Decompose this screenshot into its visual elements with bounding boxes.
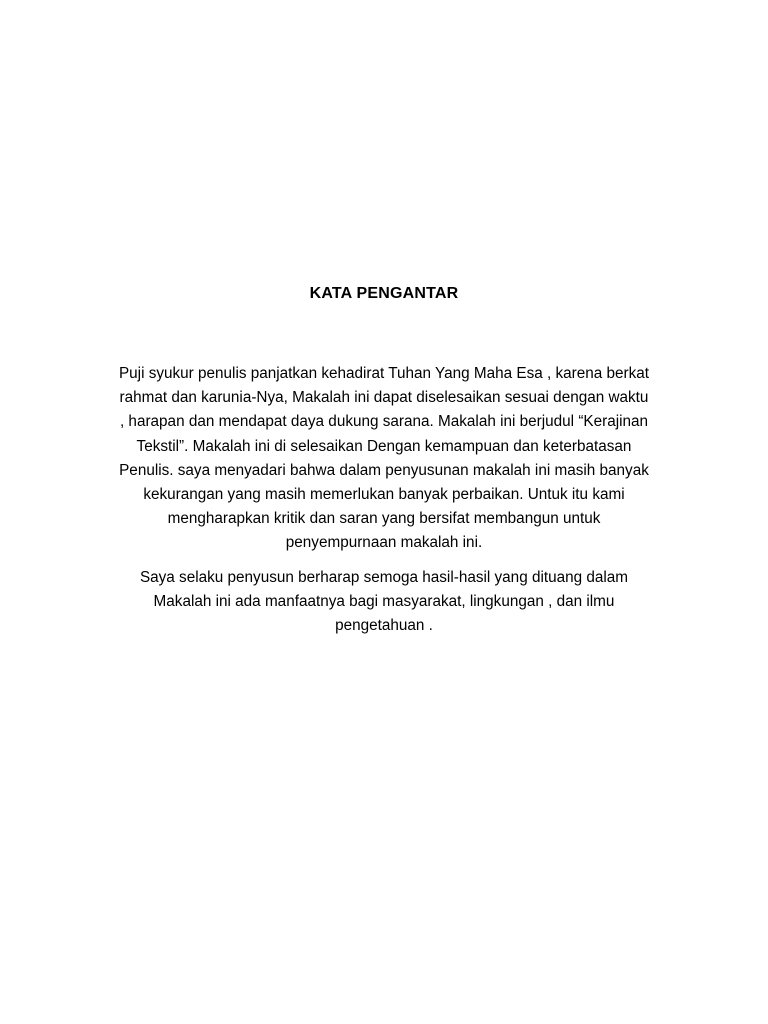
paragraph-1 xyxy=(90,362,678,556)
page-title: KATA PENGANTAR xyxy=(309,285,459,302)
paragraph-line: rahmat dan karunia-Nya, Makalah ini dapat diselesaikan sesuai dengan waktu xyxy=(119,389,649,407)
paragraph-line: Puji syukur penulis panjatkan kehadirat Tuhan Yang Maha Esa , karena berkat xyxy=(118,365,650,382)
paragraph-line: , harapan dan mendapat daya dukung sarana. Makalah ini berjudul “Kerajinan xyxy=(119,413,649,431)
paragraph-line: kekurangan yang masih memerlukan banyak perbaikan. Untuk itu kami xyxy=(143,486,625,504)
paragraph-line: Tekstil”. Makalah ini di selesaikan Dengan kemampuan dan keterbatasan xyxy=(136,437,632,455)
paragraph-line: Penulis. saya menyadari bahwa dalam penyusunan makalah ini masih banyak xyxy=(119,461,649,479)
paragraph-2 xyxy=(90,566,678,639)
paragraph-line: penyempurnaan makalah ini. xyxy=(285,534,483,552)
paragraph-line: Makalah ini ada manfaatnya bagi masyarakat, lingkungan , dan ilmu xyxy=(153,593,615,611)
paragraph-line: mengharapkan kritik dan saran yang bersifat membangun untuk xyxy=(167,510,601,528)
paragraph-line: pengetahuan . xyxy=(335,617,433,635)
paragraph-line: Saya selaku penyusun berharap semoga hasil-hasil yang dituang dalam xyxy=(139,569,629,586)
